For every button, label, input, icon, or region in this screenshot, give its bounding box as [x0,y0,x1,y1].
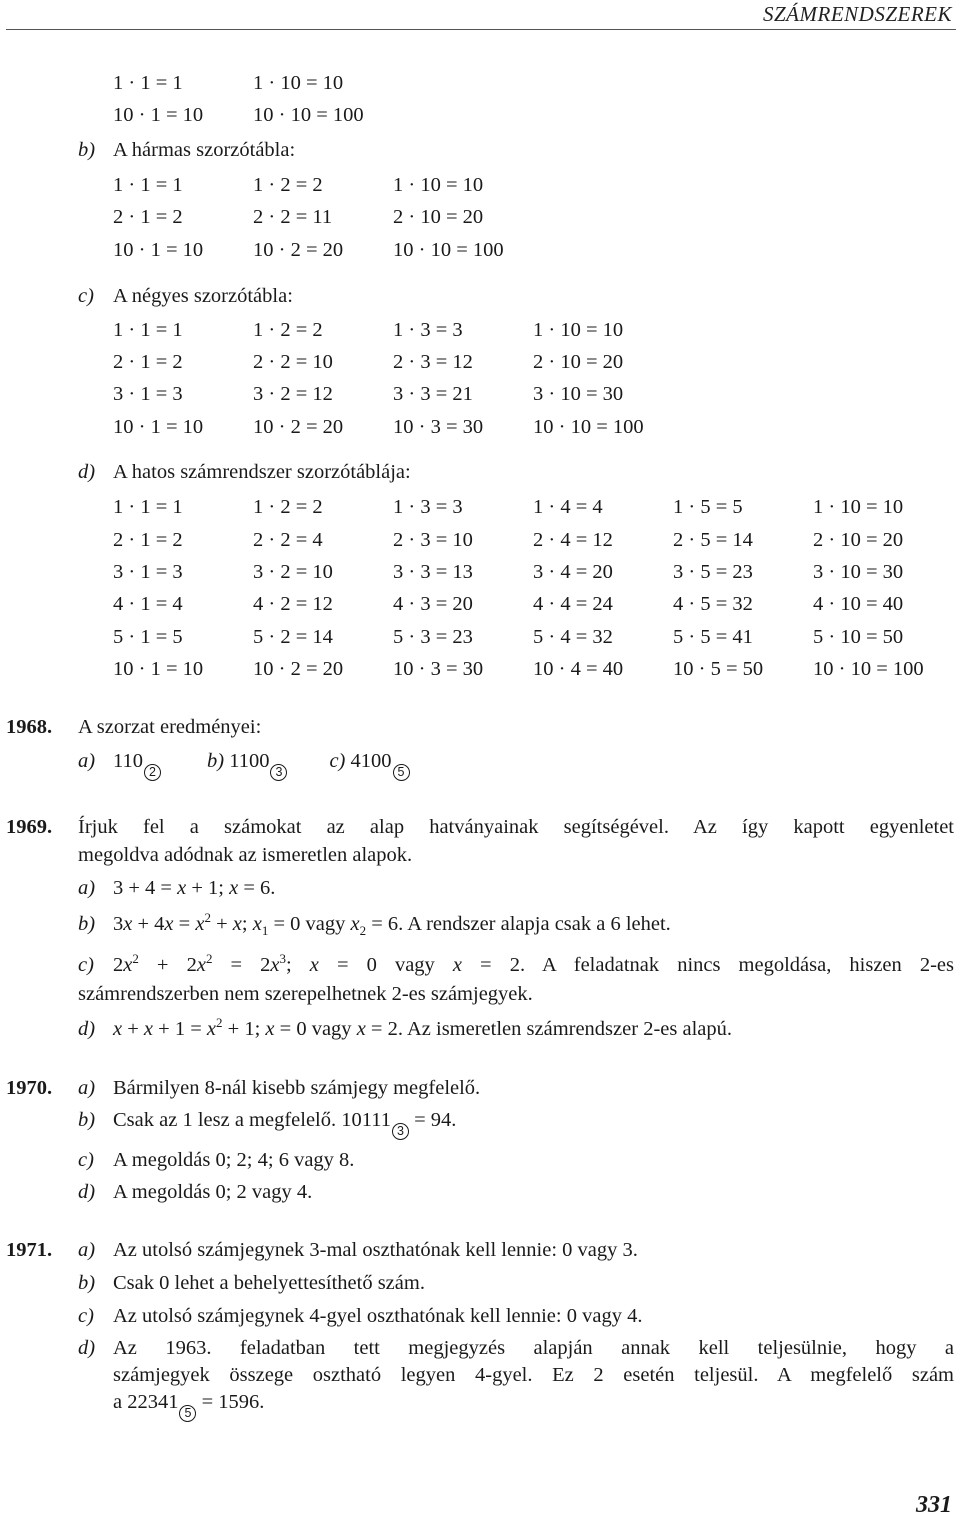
text: = 0 vagy [274,1018,357,1040]
variable: x [177,877,187,899]
table-cell: 2 · 2 = 4 [253,529,323,551]
problem-1971-a [78,1237,638,1263]
table-cell: 2 · 2 = 10 [253,351,333,373]
text: 2 [113,954,124,976]
variable: x [309,954,319,976]
exponent: 2 [132,951,139,966]
base-circle-icon: 2 [144,764,161,781]
header-rule [6,29,956,30]
table-cell: 2 · 1 = 2 [113,351,183,373]
table-cell: 10 · 2 = 20 [253,658,344,680]
answer-value: 4100 [350,750,392,772]
text: ; [241,913,253,935]
part-label: c) [78,285,94,307]
exponent: 3 [279,951,287,966]
problem-1971-d-line2: számjegyek összege osztható legyen 4-gyel. Ez 2 esetén teljesül. A megfelelő szám [113,1364,954,1386]
table-cell: 1 · 2 = 2 [253,174,323,196]
table-cell: 2 · 2 = 11 [253,206,333,228]
problem-1969-c [78,952,954,979]
table-cell: 4 · 10 = 40 [813,593,904,615]
variable: x [123,954,133,976]
subscript: 2 [359,923,367,938]
text: a 22341 [113,1391,179,1413]
table-cell: 1 · 2 = 2 [253,496,323,518]
text: + 2 [138,954,197,976]
table-cell: 10 · 4 = 40 [533,658,624,680]
table-cell: 10 · 3 = 30 [393,416,484,438]
variable: x [265,1018,275,1040]
table-cell: 1 · 10 = 10 [253,72,344,94]
base-circle-icon: 3 [270,764,287,781]
text: Az utolsó számjegynek 4-gyel oszthatónak kell lennie: 0 vagy 4. [113,1305,643,1327]
table-cell: 1 · 5 = 5 [673,496,743,518]
base-circle-icon: 5 [393,764,410,781]
text: Csak 0 lehet a behelyettesíthető szám. [113,1272,425,1294]
base-circle-icon: 5 [179,1405,196,1422]
table-cell: 5 · 1 = 5 [113,626,183,648]
table-cell: 4 · 1 = 4 [113,593,183,615]
table-cell: 3 · 1 = 3 [113,383,183,405]
table-cell: 10 · 10 = 100 [253,104,364,126]
answer-value: 110 [113,750,143,772]
answer-label: c) [78,1305,94,1327]
table-cell: 10 · 2 = 20 [253,239,344,261]
problem-1968-answers [78,748,410,781]
page-number: 331 [916,1492,952,1518]
answer-label: b) [78,1272,96,1294]
text: = 6. A rendszer alapja csak a 6 lehet. [366,913,671,935]
table-cell: 1 · 2 = 2 [253,319,323,341]
variable: x [232,913,242,935]
table-cell: 5 · 5 = 41 [673,626,753,648]
problem-1969-intro-line1: Írjuk fel a számokat az alap hatványainak segítségével. Az így kapott egyenletet [78,816,954,838]
running-header: SZÁMRENDSZEREK [763,2,952,26]
variable: x [196,954,206,976]
problem-1971-d-line3 [113,1389,264,1422]
table-cell: 4 · 2 = 12 [253,593,333,615]
text: = 0 vagy [268,913,351,935]
text: Az utolsó számjegynek 3-mal oszthatónak kell lennie: 0 vagy 3. [113,1239,638,1261]
table-cell: 3 · 2 = 10 [253,561,333,583]
table-cell: 2 · 1 = 2 [113,529,183,551]
problem-1969-b [78,911,671,937]
table-cell: 1 · 1 = 1 [113,72,183,94]
table-cell: 10 · 10 = 100 [393,239,504,261]
table-cell: 1 · 10 = 10 [533,319,624,341]
variable: x [113,1018,123,1040]
table-cell: 3 · 10 = 30 [813,561,904,583]
text: = 2. Az ismeretlen számrendszer 2-es alapú. [365,1018,732,1040]
variable: x [229,877,239,899]
text: + 1 = [153,1018,207,1040]
table-cell: 10 · 10 = 100 [533,416,644,438]
part-title: A négyes szorzótábla: [113,285,293,307]
part-title: A hatos számrendszer szorzótáblája: [113,461,411,483]
answer-value: 1100 [229,750,270,772]
problem-1969-c-line2: számrendszerben nem szerepelhetnek 2-es számjegyek. [78,983,533,1005]
table-cell: 3 · 1 = 3 [113,561,183,583]
problem-1971-b [78,1270,425,1296]
table-cell: 5 · 10 = 50 [813,626,904,648]
table-cell: 10 · 10 = 100 [813,658,924,680]
table-cell: 1 · 1 = 1 [113,319,183,341]
table-cell: 10 · 1 = 10 [113,104,204,126]
table-cell: 3 · 4 = 20 [533,561,613,583]
table-cell: 2 · 4 = 12 [533,529,613,551]
problem-1970-c [78,1147,354,1173]
variable: x [252,913,262,935]
text: + 4 [132,913,165,935]
answer-label: a) [78,750,96,772]
text: ; [286,954,310,976]
problem-1971-d-line1: Az 1963. feladatban tett megjegyzés alapján annak kell teljesülnie, hogy a [113,1337,954,1359]
problem-1969-a [78,875,275,901]
text: + 1; [222,1018,266,1040]
variable: x [206,1018,217,1040]
answer-label: d) [78,1018,96,1040]
text: A megoldás 0; 2; 4; 6 vagy 8. [113,1149,355,1171]
text: + [210,913,233,935]
answer-label: b) [207,750,225,772]
problem-1970-d [78,1179,312,1205]
text: Csak az 1 lesz a megfelelő. 10111 [113,1109,391,1131]
table-cell: 10 · 1 = 10 [113,239,204,261]
problem-1970-a [78,1075,480,1101]
part-title: A hármas szorzótábla: [113,139,296,161]
text: = 94. [408,1109,457,1131]
text: Bármilyen 8-nál kisebb számjegy megfelelő. [113,1077,481,1099]
problem-1971-d-label: d) [78,1337,96,1359]
text: = 1596. [196,1391,265,1413]
answer-label: b) [78,1109,96,1131]
table-cell: 1 · 10 = 10 [393,174,484,196]
text: 3 + 4 = [113,877,178,899]
table-cell: 5 · 4 = 32 [533,626,613,648]
variable: x [164,913,174,935]
table-cell: 3 · 5 = 23 [673,561,753,583]
table-cell: 3 · 3 = 21 [393,383,473,405]
text: = 2 [212,954,271,976]
problem-1971-c [78,1303,642,1329]
table-cell: 10 · 1 = 10 [113,416,204,438]
table-cell: 2 · 1 = 2 [113,206,183,228]
answer-label: a) [78,1239,96,1261]
table-cell: 2 · 10 = 20 [813,529,904,551]
text: = [173,913,196,935]
answer-label: c) [78,954,94,976]
table-cell: 10 · 5 = 50 [673,658,764,680]
variable: x [350,913,360,935]
problem-1968-text: A szorzat eredményei: [78,716,262,738]
exponent: 2 [205,951,213,966]
variable: x [452,954,462,976]
text: = 2. A feladatnak nincs megoldása, hiszen 2-es [461,954,955,976]
problem-1969-intro-line2: megoldva adódnak az ismeretlen alapok. [78,844,413,866]
table-cell: 1 · 4 = 4 [533,496,603,518]
part-label: b) [78,139,96,161]
table-cell: 5 · 2 = 14 [253,626,333,648]
table-cell: 10 · 2 = 20 [253,416,344,438]
table-cell: 1 · 3 = 3 [393,319,463,341]
text: = 0 vagy [318,954,453,976]
table-cell: 3 · 3 = 13 [393,561,473,583]
exponent: 2 [204,910,211,925]
answer-label: a) [78,1077,96,1099]
problem-number: 1968. [6,716,53,738]
problem-1970-b [78,1107,456,1140]
text: + [122,1018,144,1040]
table-cell: 2 · 3 = 12 [393,351,473,373]
table-cell: 1 · 1 = 1 [113,496,183,518]
answer-label: c) [329,750,346,772]
table-cell: 1 · 1 = 1 [113,174,183,196]
text: A megoldás 0; 2 vagy 4. [113,1181,313,1203]
table-cell: 1 · 10 = 10 [813,496,904,518]
table-cell: 2 · 5 = 14 [673,529,753,551]
subscript: 1 [261,923,269,938]
variable: x [195,913,205,935]
part-c-heading [78,283,293,309]
table-cell: 5 · 3 = 23 [393,626,473,648]
base-circle-icon: 3 [392,1123,409,1140]
variable: x [356,1018,366,1040]
text: + 1; [186,877,230,899]
part-b-heading [78,137,295,163]
variable: x [123,913,133,935]
exponent: 2 [216,1015,223,1030]
table-cell: 2 · 3 = 10 [393,529,473,551]
table-cell: 4 · 3 = 20 [393,593,473,615]
answer-label: a) [78,877,96,899]
problem-number: 1969. [6,816,53,838]
answer-label: c) [78,1149,94,1171]
answer-label: d) [78,1181,96,1203]
table-cell: 3 · 10 = 30 [533,383,624,405]
table-cell: 3 · 2 = 12 [253,383,333,405]
text: 3 [113,913,124,935]
part-d-heading [78,459,411,485]
text: = 6. [238,877,276,899]
variable: x [270,954,280,976]
table-cell: 2 · 10 = 20 [393,206,484,228]
table-cell: 4 · 4 = 24 [533,593,613,615]
table-cell: 2 · 10 = 20 [533,351,624,373]
problem-number: 1970. [6,1077,53,1099]
part-label: d) [78,461,96,483]
problem-number: 1971. [6,1239,53,1261]
problem-1969-d [78,1016,732,1042]
variable: x [143,1018,154,1040]
answer-label: b) [78,913,96,935]
table-cell: 1 · 3 = 3 [393,496,463,518]
table-cell: 10 · 1 = 10 [113,658,204,680]
table-cell: 4 · 5 = 32 [673,593,753,615]
table-cell: 10 · 3 = 30 [393,658,484,680]
